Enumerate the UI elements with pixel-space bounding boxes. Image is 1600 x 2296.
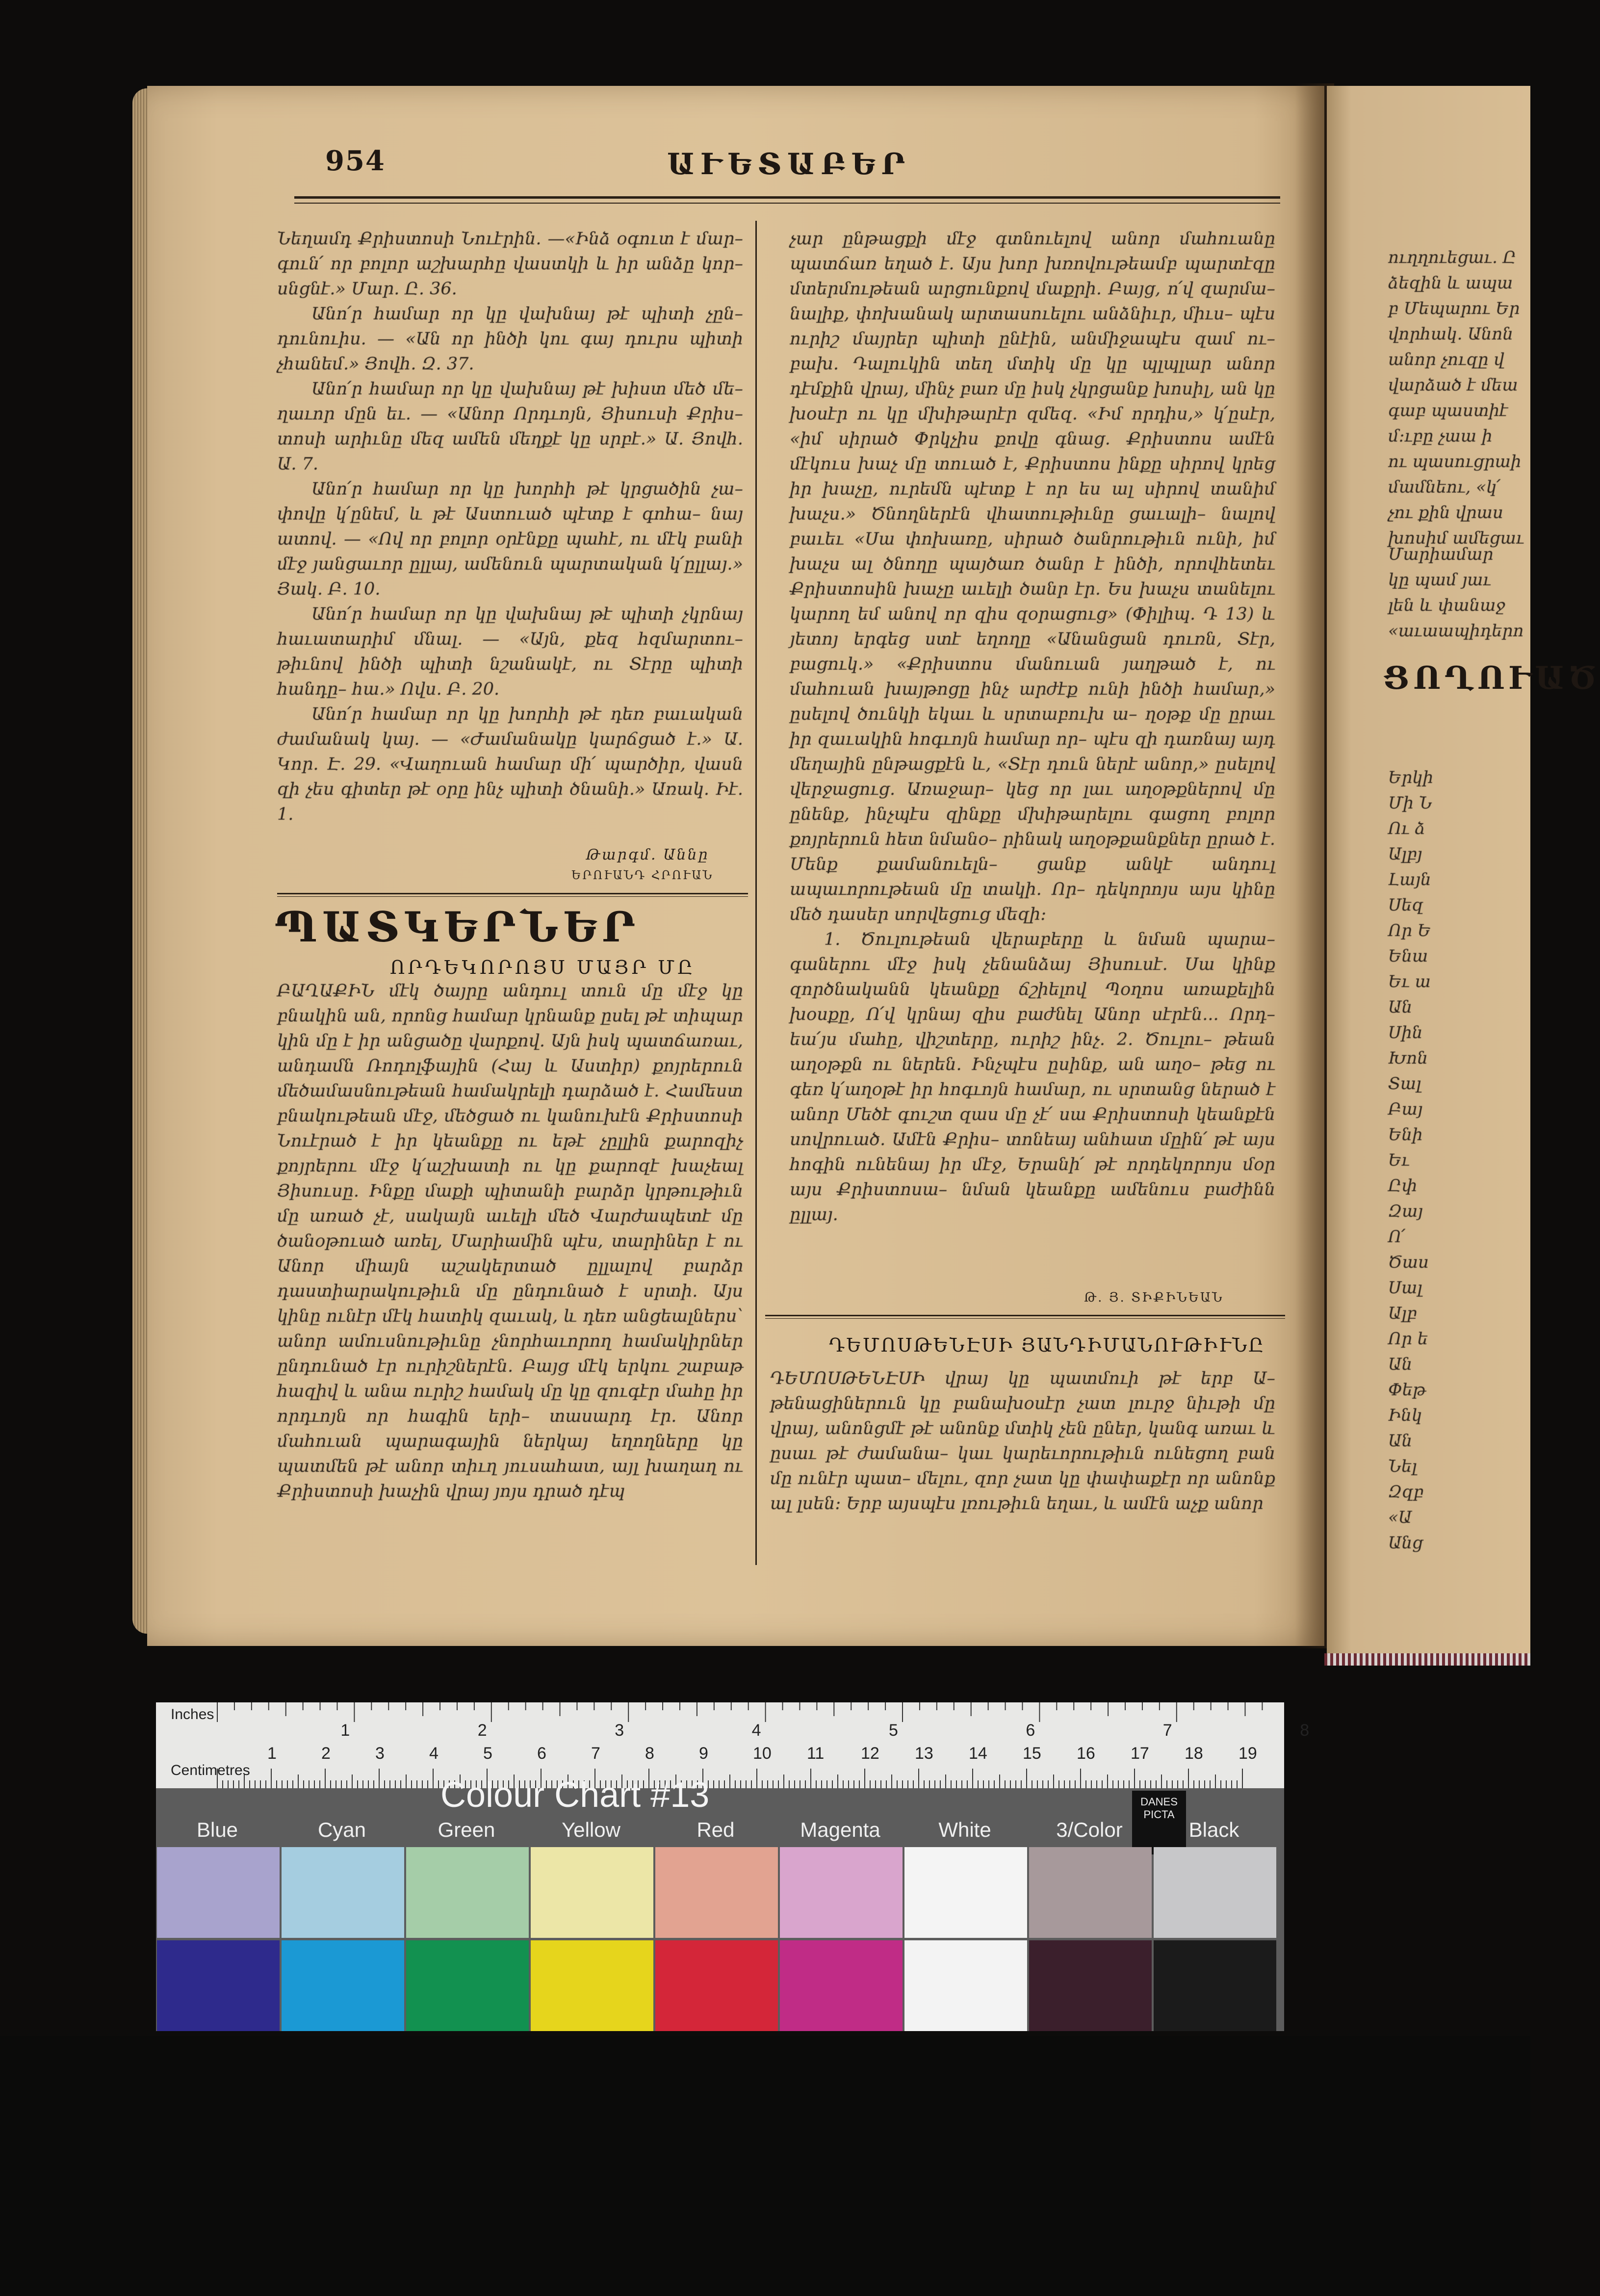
inch-tick-label: 8 [1300,1721,1310,1740]
colour-patch [282,1847,404,1938]
right-page-line: Խոն [1388,1048,1428,1068]
right-page-line: ուղղուեցաւ. Ը [1388,248,1517,267]
colour-patch [531,1847,653,1938]
patch-label: 3/Color [1056,1818,1123,1841]
cm-tick-label: 1 [267,1744,277,1763]
colour-patch [157,1940,280,2031]
right-column-top [790,227,1275,1227]
right-page-line: վորհակ. Անոն [1388,324,1514,344]
right-page-line: «աւաապիդերո [1388,621,1524,641]
right-page-line: Եւ ա [1388,972,1431,991]
right-page-line: ու պասուցրաի [1388,452,1522,471]
inch-tick-label: 2 [477,1721,487,1740]
patch-label: White [938,1818,991,1841]
inch-tick-label: 1 [340,1721,350,1740]
right-page-line: Ալբյ [1388,844,1422,864]
right-page-line: Մարիամար [1388,545,1494,564]
right-page-line: Փեթ [1388,1380,1426,1400]
right-page-line: Ալբ [1388,1304,1417,1323]
inches-label: Inches [171,1706,214,1722]
paragraph: ԲԱՂԱՔԻՆ մէկ ծայրը անդուլ տուն մը մէջ կը բնակին ան, որոնց համար կրնանք ըսել թէ տիպար կին մը է իր անցածը վարքով. Այն իսկ պատճառաւ, անդամն Ռոդոլֆային (Հայ և Աստիր) քոյրերուն մեծամասնութեան համակրելի դարձած է. Համեստ բնակութեան մէջ, մեծցած ու կանուխէն Քրիստոսի Նուէրած է իր կեանքը ու եթէ չըլլին քարոզիչ քոյրերու մէջ կ՛աշխատի ու կը քարոզէ խաչեալ Յիսուսը. Ինքը մաքի պիտանի բարձր կրթութիւն մը առած չէ, սակայն աւելի մեծ Վարժապետէ մը ծանօթուած առել, Մարիամին պէս, տարիներ է ու Անոր միայն աշակերտած ըլլալով բարձր դաստիարակութիւն մը ընդունած է սրտի. Այս կինը ունէր մէկ հատիկ զաւակ, և դեռ անցեալներս՝ անոր ամուսնութիւնը չնորհաւորող համակիրներ ընդունած էր ուրիշներէն. Բայց մէկ երկու շաբաթ հազիվ և անա ուրիշ համակ մը կը զուգէր մահը իր որդւոյն որ հագին երի– տասարդ էր. Անոր մահուան պարագային ներկայ եղողները կը պատմեն թէ անոր տիւղ յուսահատ, այլ խաղաղ ու Քրիստոսի խաչին վրայ յոյս դրած դէպ [277,981,743,1501]
colour-patch [904,1847,1027,1938]
colour-chart [156,1702,1310,2031]
section-rule [277,893,748,897]
right-page-line: Ըփ [1388,1176,1418,1196]
colour-patch [780,1847,903,1938]
right-signature: Թ. Յ. ՏԻՔԻՆԵԱՆ [1084,1290,1224,1305]
right-page-line: Ան [1388,997,1413,1017]
colour-patch [1029,1940,1152,2031]
right-page-line: գաբ պաստիէ [1388,401,1508,420]
right-page-line: Մի Ն [1388,793,1432,813]
colour-patch [1154,1940,1276,2031]
right-page-line: Ան [1388,1431,1413,1451]
column-divider [755,221,757,1565]
cm-tick-label: 16 [1077,1744,1095,1763]
page-number: 954 [325,145,386,177]
right-page-line: վարձած է մեա [1388,375,1518,395]
colour-patch [904,1940,1027,2031]
colour-patch [406,1940,529,2031]
right-page-line: Որ ե [1388,1329,1428,1349]
cm-tick-label: 14 [969,1744,987,1763]
section-subhead: ՈՐԴԵԿՈՐՈՅՍ ՄԱՅՐ ՄԸ [390,957,696,978]
cm-tick-label: 6 [537,1744,546,1763]
colour-patch [282,1940,404,2031]
right-page-line: բ Մեպարու Եր [1388,299,1520,318]
cm-tick-label: 7 [591,1744,600,1763]
cm-tick-label: 12 [861,1744,879,1763]
section-title: ՊԱՏԿԵՐՆԵՐ [275,903,641,951]
right-page-line: Ո՛ [1388,1227,1405,1247]
inch-tick-label: 7 [1162,1721,1172,1740]
patch-label: Cyan [317,1818,366,1841]
colour-patch [531,1940,653,2031]
cm-tick-label: 8 [645,1744,654,1763]
right-page-line: ձեզին և ապա [1388,273,1513,293]
right-page-line: չու քին վրաս [1388,503,1503,522]
paragraph: չար ընթացքի մէջ գտնուելով անոր մահուանը պատճառ եղած է. Այս խոր խռովութեամբ պարտէզը մտերմութեան արցունքով մաքրի. Բայց, ո՛վ զարմա– նալիք, փոխանակ արտասուելու անձնիւր, միւս– պէս ուրիշ մայրեր պիտի ընէին, անմիջապէս զամ ու– բախ. Դալուկին տեղ մտիկ մը կը պլպլար անոր դէմքին վրայ, մինչ բառ մը իսկ չկրցանք խոսիլ, ան կը խօսէր ու կը մխիթարէր զմեզ. «Իմ որդիս,» կ՛ըսէր, «իմ սիրած Փրկչիս քովը գնաց. Քրիստոս ամէն մէկուս խաչ մը տուած է, Քրիստոս ինքը սիրով կրեց իր խաչը, ուրեմն պէտք է որ ես ալ սիրով տանիմ խաչս.» Ծնողներէն վհատութիւնը ցաւալի– նալով բաւեւ «Սա փոխառը, սիրած ծանրութիւն ունի, իմ խաչս ալ ծնողը պայծառ ծանր է ինծի, որովհետեւ Քրիստոսին խաչը աւելի ծանր էր. Ես խաչս տանելու կարող եմ անով որ զիս զօրացուց» (Փիլիպ. Դ 13) և յետոյ երգեց ստէ եղողը «Անանցան դուռն, Տէր, բացուկ.» «Քրիստոս մանուան յաղթած է, ու մահուան խայթոցը ինչ արժէք ունի ինծի համար,» ըսելով ծունկի եկաւ և սրտաբուխ ա– ղօթք մը ըրաւ իր զաւակին հոգւոյն համար որ– պէս զի դառնայ այդ մեղային ընթացքէն և, «Տէր դուն ներէ անոր,» ըսելով վերջացուց. Առաջար– կեց որ լաւ աղօթքներով մը ընենք, ինչպէս զինքը մխիթարելու գացող բոլոր քոյրերուն հետ նմանօ– րինակ աղօթքանքներ ըրած է. Մենք քամանուելն– ցանք անկէ անդուլ ապաւորութեան մը տակի. Որ– դեկորոյս այս կինը մեծ դասեր սորվեցուց մեզի: [790,229,1275,924]
right-page-line: Ու ձ [1388,819,1425,838]
right-page-line: Տալ [1388,1074,1421,1094]
right-page-line: մամնեու, «կ՛ [1388,477,1501,497]
paragraph: 1. Ծուլութեան վերաբերը և նման պարա– գաներու մէջ իսկ չենանձայ Յիսուսէ. Սա կինք զործնականն կեանքը ճշիելով Պօղոս առաքելին խօսքը, Ո՛վ կրնայ զիս բաժնել Անոր սէրէն... Որդ– եա՛յս մահը, վիշտերը, ուրիշ ինչ. 2. Ծուլու– թեան աղօթքն ու ներեն. Ինչպէս ըսինք, ան աղօ– թեց ու գեռ կ՛աղօթէ իր հոգւոյն համար, ու սրտանց ներած է անոր Մեծէ գուշտ զաս մը չէ՛ սա Քրիստոսի կեանքէն սովրուած. Ամէն Քրիս– տոնեայ անհատ մըին՛ թէ այս հոգին ունենայ իր մէջ, Երանի՛ թէ որդեկորոյս մօր այս Քրիստոսա– նման կեանքը ամենուս բաժինն ըլլայ. [790,930,1275,1225]
section-rule [765,1315,1285,1319]
left-column-top [277,227,743,827]
colour-patch [655,1940,778,2031]
right-page-line: Զայ [1388,1201,1423,1221]
patch-label: Black [1188,1818,1239,1841]
cm-tick-label: 13 [915,1744,933,1763]
right-page-line: Եւ [1388,1150,1410,1170]
right-page-line: մ:ւբը չաա ի [1388,426,1493,446]
paragraph: Անո՛ր համար որ կը խորհի թէ դեռ բաւական ժամանակ կայ. — «Ժամանակը կարճցած է.» Ա. Կոր. Է. 29. «Վաղուան համար մի՛ պարծիր, վասն զի չես գիտեր թէ օրը ինչ պիտի ծնանի.» Առակ. Իէ. 1. [277,704,743,824]
paragraph: Անո՛ր համար որ կը վախնայ թէ պիտի չկրնայ հաւատարիմ մնալ. — «Այն, քեզ հզմարտու– թիւնով ինծի պիտի նշանակէ, ու Տէրը պիտի հանդը– հա.» Ովս. Բ. 20. [277,604,743,699]
right-page-line: Զզբ [1388,1482,1424,1502]
right-page-line: Նել [1388,1457,1417,1476]
right-page-line: Սեզ [1388,895,1423,915]
right-page-line: Երկի [1388,768,1434,787]
patch-label: Blue [196,1818,238,1841]
patch-label: Red [697,1818,735,1841]
cm-tick-label: 18 [1185,1744,1203,1763]
left-column-body [277,979,743,1504]
cm-tick-label: 19 [1239,1744,1257,1763]
patch-label: Yellow [562,1818,620,1841]
inch-tick-label: 6 [1026,1721,1035,1740]
paragraph: Անո՛ր համար որ կը խորհի թէ կրցածին չա– փովը կ՛ընեմ, և թէ Աստուած պէտք է գոհա– նայ ատով. — «Ով որ բոլոր օրէնքը պահէ, ու մէկ բանի մէջ յանցաւոր ըլլայ, ամենուն պարտական կ՛ըլլայ.» Յակ. Բ. 10. [277,479,743,599]
cm-tick-label: 9 [699,1744,708,1763]
colour-patch [1154,1847,1276,1938]
paragraph: Նեղամդ Քրիստոսի Նուէրին. —«Ինձ օգուտ է մար– գուն՛ որ բոլոր աշխարհը վաստկի և իր անձը կոր– սնցնէ.» Մար. Ը. 36. [277,229,743,299]
cm-tick-label: 4 [429,1744,439,1763]
right-page-line: անոր չուզը վ [1388,350,1504,369]
right-page-line: Սին [1388,1023,1423,1043]
colour-patch [1029,1847,1152,1938]
colour-patch [157,1847,280,1938]
running-title: ԱՒԵՏԱԲԵՐ [667,147,911,182]
cm-tick-label: 10 [753,1744,772,1763]
colour-patch [655,1847,778,1938]
right-page-line: Ենի [1388,1125,1423,1145]
right-page-line: Անց [1388,1533,1423,1553]
right-page-line: Ծաս [1388,1252,1429,1272]
right-column-body [770,1366,1275,1516]
right-page-line: Ենա [1388,946,1428,966]
cm-tick-label: 2 [321,1744,331,1763]
paragraph: Անո՛ր համար որ կը վախնայ թէ խիստ մեծ մե– ղաւոր մըն եւ. — «Անոր Որդւոյն, Յիսուսի Քրիս– տոսի արիւնը մեզ ամեն մեղքէ կը սրբէ.» Ա. Յովհ. Ա. 7. [277,379,743,474]
right-page-line: լեն և փանաջ [1388,596,1505,615]
inch-tick-label: 5 [889,1721,898,1740]
patch-label: Green [438,1818,495,1841]
right-page-line: Որ Ե [1388,921,1431,940]
inch-tick-label: 3 [615,1721,624,1740]
paragraph: Անո՛ր համար որ կը վախնայ թէ պիտի չըն– դունուիս. — «Ան որ ինծի կու գայ դուրս պիտի չհանեմ.» Յովհ. Զ. 37. [277,304,743,374]
right-page-title: ՑՈՂՈՒԱԾ [1383,660,1600,697]
patch-label: Magenta [800,1818,880,1841]
right-page-line: Լայն [1388,870,1431,889]
right-page-line: կը պամ յաւ [1388,570,1491,590]
section-subhead: ԴԵՄՈՍԹԵՆԷՍԻ ՅԱՆԴԻՄԱՆՈՒԹԻՒՆԸ [829,1334,1265,1356]
right-page-line: Սալ [1388,1278,1422,1298]
ruler [156,1702,1310,1788]
background [0,2036,1530,2296]
centimetres-label: Centimetres [171,1762,250,1778]
right-page-line: Բայ [1388,1099,1423,1119]
cm-tick-label: 15 [1023,1744,1041,1763]
cm-tick-label: 3 [375,1744,385,1763]
right-page-line: Ան [1388,1355,1413,1374]
right-page-line: Ինկ [1388,1406,1422,1425]
paragraph: ԴԵՄՈՍԹԵՆԷՍԻ վրայ կը պատմուի թէ երբ Ա– թենացիներուն կը բանախօսէր չատ լուրջ նիւթի մը վրայ, անոնցմէ թէ անոնք մտիկ չեն ըներ, կանգ առաւ և ըսաւ թէ ժամանա– կաւ կարեւորութիւն ունեցող բան մը ունէր պատ– մելու, զոր չատ կը փափաքէր որ անոնք ալ լսեն: Երբ այսպէս լռութիւն եղաւ, և ամէն աչք անոր [770,1369,1275,1513]
binding-edge [1324,1653,1530,1666]
danes-picta-logo: DANES PICTA [1132,1791,1186,1854]
colour-patch [406,1847,529,1938]
right-page-line: «Ա [1388,1508,1412,1527]
translator-signature: Թարգմ. Աննը [586,846,709,863]
colour-patch [780,1940,903,2031]
right-page-line: խոսիմ ամեցաւ [1388,528,1524,548]
chart-title: Colour Chart #13 [440,1775,710,1815]
header-rule [294,196,1280,204]
cm-tick-label: 5 [483,1744,492,1763]
cm-tick-label: 17 [1131,1744,1149,1763]
author-signature: ԵՐՈՒԱՆԴ ՀՐՈՒԱՆ [571,868,714,882]
inch-tick-label: 4 [751,1721,761,1740]
cm-tick-label: 11 [807,1744,825,1763]
